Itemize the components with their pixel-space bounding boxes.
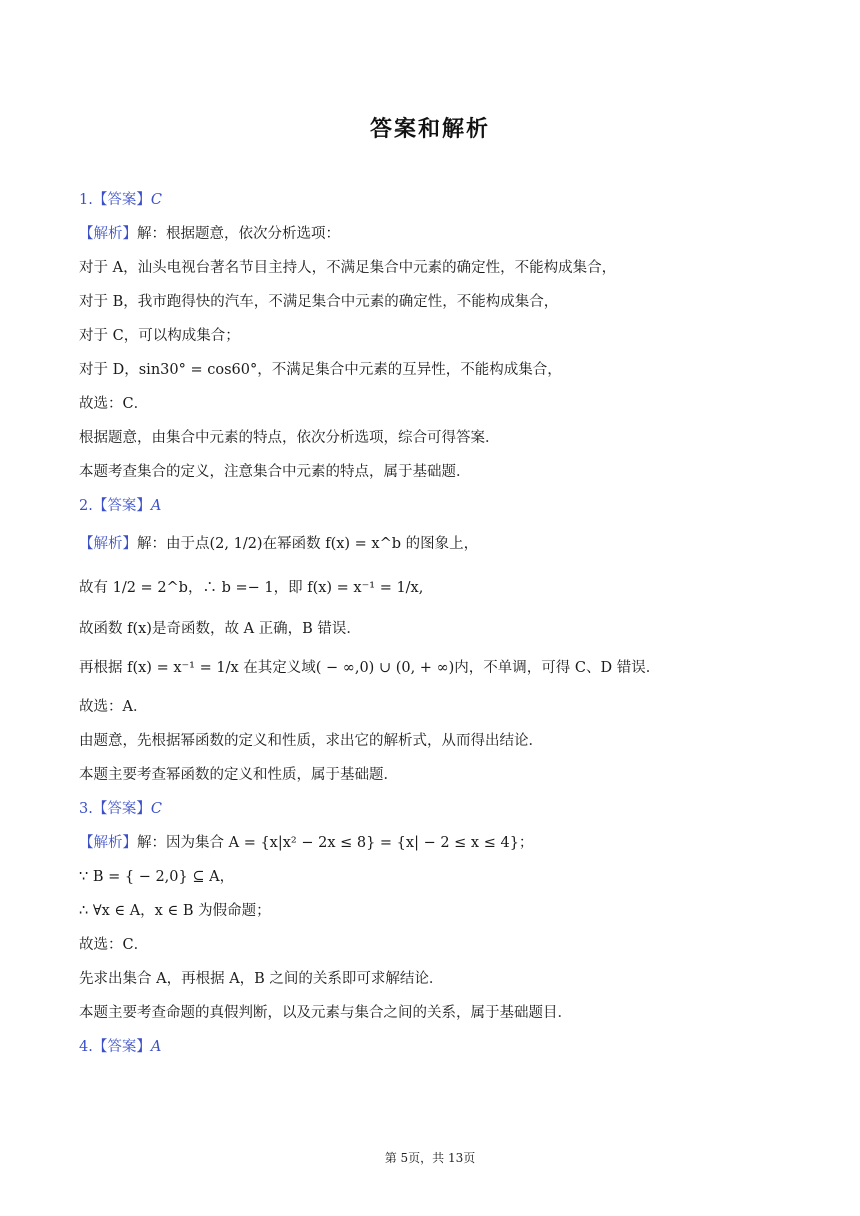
analysis-line: 对于 C，可以构成集合； [79,328,240,344]
analysis-line: 对于 D，sin30° = cos60°，不满足集合中元素的互异性，不能构成集合， [79,362,562,378]
answer-heading-2: 2.【答案】A [79,498,162,514]
page-footer: 第 5页，共 13页 [384,1151,476,1165]
analysis-line: 本题考查集合的定义，注意集合中元素的特点，属于基础题． [79,464,471,480]
answer-heading-1: 1.【答案】C [79,192,162,208]
answer-heading-3: 3.【答案】C [79,801,162,817]
analysis-line: 故函数 f(x)是奇函数，故 A 正确，B 错误． [79,621,361,637]
analysis-line: 根据题意，由集合中元素的特点，依次分析选项，综合可得答案． [79,430,500,446]
answer-heading-4: 4.【答案】A [79,1039,162,1055]
analysis-tag: 【解析】 [79,835,137,851]
analysis-line: 【解析】解：根据题意，依次分析选项： [79,226,340,242]
analysis-line: 对于 A，汕头电视台著名节目主持人，不满足集合中元素的确定性，不能构成集合， [79,260,617,276]
analysis-line: ∵ B = { − 2,0} ⊆ A， [79,869,235,885]
analysis-line: 先求出集合 A，再根据 A，B 之间的关系即可求解结论． [79,971,444,987]
analysis-line: 故有 1/2 = 2^b，∴ b =− 1，即 f(x) = x⁻¹ = 1/x, [79,580,424,596]
analysis-line: ∴ ∀x ∈ A，x ∈ B 为假命题； [79,903,271,919]
page-title: 答案和解析 [369,117,490,142]
analysis-line: 故选：A． [79,699,148,715]
analysis-line: 对于 B，我市跑得快的汽车，不满足集合中元素的确定性，不能构成集合， [79,294,559,310]
analysis-line: 故选：C． [79,396,149,412]
analysis-line: 本题主要考查幂函数的定义和性质，属于基础题． [79,767,398,783]
analysis-tag: 【解析】 [79,536,137,552]
analysis-line: 故选：C． [79,937,149,953]
analysis-line: 【解析】解：由于点(2, 1/2)在幂函数 f(x) = x^b 的图象上， [79,536,479,552]
analysis-line: 【解析】解：因为集合 A = {x|x² − 2x ≤ 8} = {x| − 2 ≤ x ≤ 4}； [79,835,534,851]
analysis-tag: 【解析】 [79,226,137,242]
analysis-line: 由题意，先根据幂函数的定义和性质，求出它的解析式，从而得出结论． [79,733,543,749]
analysis-line: 再根据 f(x) = x⁻¹ = 1/x 在其定义域( − ∞,0) ∪ (0, + ∞)内，不单调，可得 C、D 错误． [79,660,661,676]
analysis-line: 本题主要考查命题的真假判断，以及元素与集合之间的关系，属于基础题目． [79,1005,572,1021]
